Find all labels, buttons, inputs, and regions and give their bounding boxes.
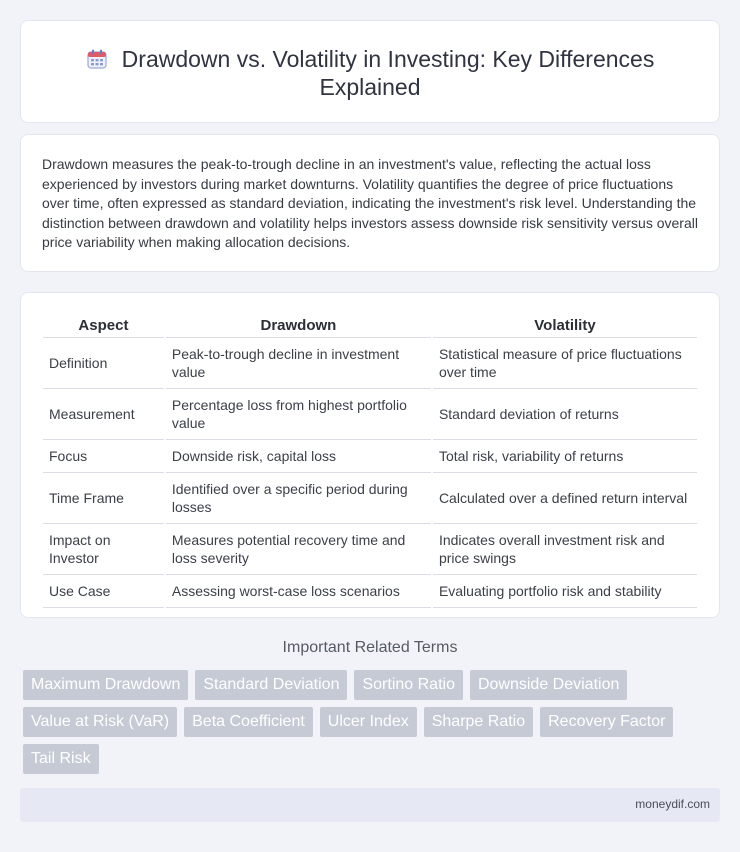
cell-drawdown: Peak-to-trough decline in investment value [166,338,431,389]
cell-aspect: Use Case [43,575,164,608]
intro-paragraph: Drawdown measures the peak-to-trough decline in an investment's value, reflecting the actual loss experienced by investors during market downturns. Volatility quantifies the degree of price fluctuations over time, often expressed as standard deviation, indicating the investment's risk level. Understanding the distinction between drawdown and volatility helps investors assess downside risk sensitivity versus overall price variability when making allocation decisions. [42,156,698,251]
header-volatility: Volatility [433,315,697,338]
cell-drawdown: Measures potential recovery time and loss severity [166,524,431,575]
term-tag[interactable]: Standard Deviation [195,670,347,700]
related-terms-heading: Important Related Terms [282,639,458,656]
table-row [43,524,697,575]
comparison-table [41,315,699,608]
table-row [43,473,697,524]
term-tag[interactable]: Tail Risk [23,744,99,774]
term-tag[interactable]: Beta Coefficient [184,707,313,737]
related-terms-list [23,670,723,774]
page-title: Drawdown vs. Volatility in Investing: Key Differences Explained [121,46,655,100]
table-row [43,575,697,608]
cell-volatility: Standard deviation of returns [433,389,697,440]
intro-card [20,134,720,272]
cell-aspect: Definition [43,338,164,389]
cell-drawdown: Identified over a specific period during losses [166,473,431,524]
cell-volatility: Indicates overall investment risk and price swings [433,524,697,575]
comparison-card [20,292,720,618]
term-tag[interactable]: Downside Deviation [470,670,627,700]
table-row [43,440,697,473]
cell-aspect: Focus [43,440,164,473]
title-card [20,20,720,123]
term-tag[interactable]: Sharpe Ratio [424,707,533,737]
cell-volatility: Evaluating portfolio risk and stability [433,575,697,608]
cell-volatility: Total risk, variability of returns [433,440,697,473]
table-row [43,389,697,440]
table-header-row [43,315,697,338]
term-tag[interactable]: Sortino Ratio [354,670,463,700]
cell-volatility: Calculated over a defined return interval [433,473,697,524]
calendar-icon [86,48,108,70]
cell-drawdown: Assessing worst-case loss scenarios [166,575,431,608]
cell-drawdown: Downside risk, capital loss [166,440,431,473]
cell-drawdown: Percentage loss from highest portfolio value [166,389,431,440]
cell-aspect: Measurement [43,389,164,440]
page-title-wrap [21,45,719,101]
term-tag[interactable]: Value at Risk (VaR) [23,707,177,737]
header-drawdown: Drawdown [166,315,431,338]
header-aspect: Aspect [43,315,164,338]
footer-site-link[interactable]: moneydif.com [635,797,710,811]
cell-aspect: Time Frame [43,473,164,524]
footer-bar [20,788,720,822]
cell-volatility: Statistical measure of price fluctuations over time [433,338,697,389]
cell-aspect: Impact on Investor [43,524,164,575]
term-tag[interactable]: Ulcer Index [320,707,417,737]
term-tag[interactable]: Recovery Factor [540,707,673,737]
table-row [43,338,697,389]
term-tag[interactable]: Maximum Drawdown [23,670,188,700]
